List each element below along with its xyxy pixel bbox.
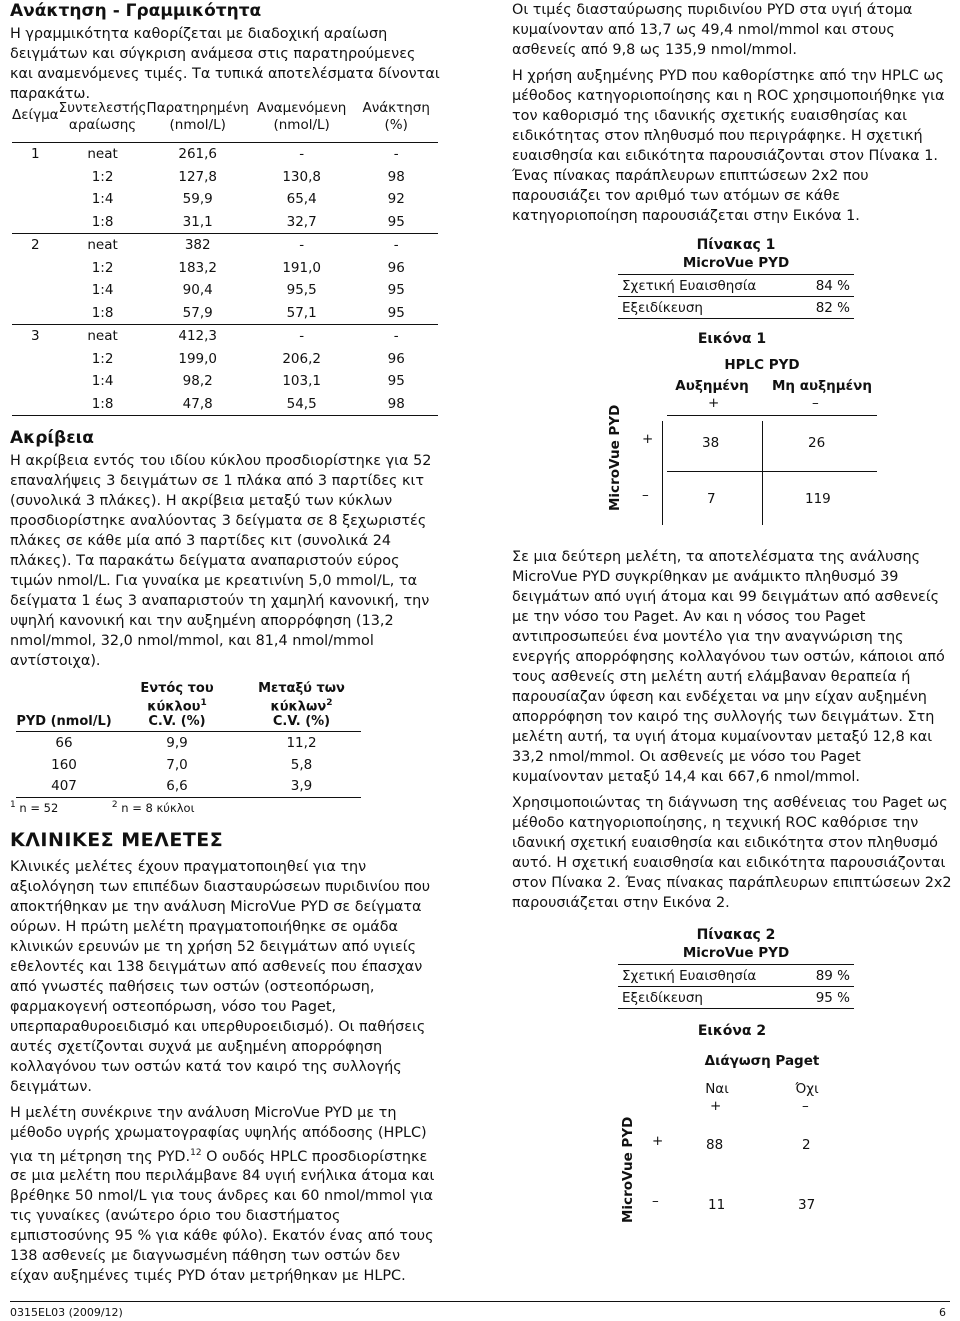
table-cell: - — [299, 146, 305, 163]
table-cell: 1:4 — [91, 282, 114, 299]
table-cell — [12, 370, 59, 393]
table-cell: 1:4 — [91, 191, 114, 208]
table-cell: neat — [87, 328, 118, 345]
table-cell: 54,5 — [286, 395, 317, 412]
table-cell: 3,9 — [290, 778, 313, 795]
figure-1-col1: Αυξημένη — [675, 378, 749, 394]
table-cell: 183,2 — [178, 259, 218, 276]
table-cell: neat — [87, 146, 118, 163]
table-cell: 31,1 — [182, 213, 213, 230]
table-cell: 1:2 — [91, 350, 114, 367]
table-2-grid — [618, 965, 854, 1009]
table-row — [12, 234, 438, 257]
table-cell: 7,0 — [166, 756, 188, 773]
figure-1-title: Εικόνα 1 — [697, 331, 767, 347]
table-cell: 95 — [387, 373, 405, 390]
table-cell: 98 — [387, 395, 405, 412]
table-cell: 95 — [387, 304, 405, 321]
table-row — [12, 393, 438, 416]
table-row — [12, 348, 438, 371]
right-column — [512, 0, 952, 1233]
table-row — [16, 775, 361, 797]
table-cell: 57,1 — [286, 304, 317, 321]
table-cell: 1:4 — [91, 373, 114, 390]
table-cell — [12, 279, 59, 302]
table-cell: 32,7 — [286, 213, 317, 230]
table-cell: 98 — [387, 168, 405, 185]
table-row — [12, 211, 438, 234]
table-2 — [618, 927, 854, 1009]
table-2-subtitle: MicroVue PYD — [618, 945, 854, 965]
table-cell — [12, 166, 59, 189]
table-row — [12, 188, 438, 211]
table-cell: 206,2 — [282, 350, 321, 367]
table-cell: 160 — [51, 756, 77, 773]
table-2-title: Πίνακας 2 — [696, 927, 776, 943]
table-cell: neat — [87, 237, 118, 254]
table-1-title: Πίνακας 1 — [696, 237, 776, 253]
table-cell: 96 — [387, 259, 405, 276]
prec-header-intra: Εντός του κύκλου$^1$ C.V. (%) — [140, 681, 214, 730]
figure-2-row-label: MicroVue PYD — [620, 1116, 636, 1223]
figure-1-row-label: MicroVue PYD — [607, 404, 623, 511]
figure-2-col2-minus: – — [802, 1098, 809, 1114]
table-cell: 59,9 — [182, 191, 213, 208]
table-cell: 98,2 — [182, 373, 213, 390]
document-code: 0315EL03 (2009/12) — [10, 1306, 123, 1319]
table-cell: 2 — [30, 237, 40, 254]
table-cell: 1:8 — [91, 395, 114, 412]
figure-1-cell-tp: 38 — [702, 435, 720, 451]
page-footer — [10, 1301, 950, 1319]
linearity-table-body — [12, 143, 438, 416]
figure-1-cell-fp: 26 — [808, 435, 826, 451]
table-cell: 3 — [30, 328, 40, 345]
right-text-2: Η χρήση αυξημένης PYD που καθορίστηκε από την HPLC ως μέθοδος κατηγοριοποίησης και η ROC χρησιμοποιήθηκε για τον καθορισμό της ιδανικής σχετικής ευαισθησίας και ειδικότητας στον πληθυσμό που περιγράφηκε. Η σχετική ευαισθησία και ειδικότητα παρουσιάζονται στον Πίνακα 1. Ένας πίνακας παράπλευρων επιπτώσεων 2x2 που παρουσιάζει τον αριθμό των ατόμων σε κάθε κατηγοριοποίηση παρουσιάζεται στην Εικόνα 1. — [512, 68, 945, 224]
table-row: Σχετική Ευαισθησία 84 % — [618, 275, 854, 297]
table-cell — [12, 393, 59, 416]
table-cell — [12, 257, 59, 280]
table-cell: - — [393, 146, 399, 163]
table-cell: 261,6 — [178, 146, 218, 163]
right-text-3: Σε μια δεύτερη μελέτη, τα αποτελέσματα της ανάλυσης MicroVue PYD συγκρίθηκαν με ανάμικτο πληθυσμό 39 δειγμάτων από υγιή άτομα και 99 δειγμάτων από ασθενείς με την νόσο του Paget. Αν και η νόσος του Paget αντιπροσωπεύει ένα μοντέλο για την αναγνώριση της ενεργής απορρόφησης κολλαγόνου των οστών, κάποιοι από τους ασθενείς στη μελέτη αυτή ελάμβαναν θεραπεία ή παρουσίαζαν ύφεση και ενδέχεται να μην είχαν αυξημένη απορρόφηση τον καιρό της συλλογής των δειγμάτων. Στη μελέτη αυτή, τα υγιή άτομα κυμαίνονταν μεταξύ 12,8 και 33,2 nmol/mmol. Οι ασθενείς με νόσο του Paget κυμαίνονταν μεταξύ 14,4 και 667,6 nmol/mmol. — [512, 549, 945, 785]
table-cell: 95 — [387, 213, 405, 230]
table-cell: 57,9 — [182, 304, 213, 321]
table-row: Εξειδίκευση 95 % — [618, 987, 854, 1009]
figure-1-vline-mid — [762, 421, 763, 525]
right-text-1: Οι τιμές διασταύρωσης πυριδινίου PYD στα υγιή άτομα κυμαίνονταν από 13,7 ως 49,4 nmol/mmol και στους ασθενείς από 9,8 ως 135,9 nmol/mmol. — [512, 2, 913, 58]
figure-1-row-plus: + — [642, 431, 654, 447]
clinical-text-2: Η μελέτη συνέκρινε την ανάλυση MicroVue PYD με τη μέθοδο υγρής χρωματογραφίας υψηλής απόδοσης (HPLC) για τη μέτρηση της PYD.$^{12}$ Ο ουδός HPLC προσδιορίστηκε σε μια μελέτη που περιλάμβανε 84 υγιή ενήλικα άτομα και βρέθηκε 50 nmol/L για τους άνδρες και 60 nmol/mmol για τις γυναίκες (ανώτερο όριο του διαστήματος εμπιστοσύνης 95 % για κάθε φύλο). Εκατόν ένας από τους 138 ασθενείς με διαγνωσμένη πάθηση των οστών δεν είχαν αυξημένες τιμές PYD όταν μετρήθηκαν με HLPC. — [10, 1104, 435, 1285]
figure-2-col1-plus: + — [710, 1098, 722, 1114]
figure-2-cell-fp: 2 — [802, 1137, 811, 1153]
figure-2-cell-tp: 88 — [706, 1137, 724, 1153]
table-1 — [618, 237, 854, 319]
table-cell: 90,4 — [182, 282, 213, 299]
table-cell: 95 — [387, 282, 405, 299]
table-cell: 47,8 — [182, 395, 213, 412]
table-cell: 96 — [387, 350, 405, 367]
footnote-2: $^2$ n = 8 κύκλοι — [111, 799, 195, 815]
figure-2-cell-fn: 11 — [708, 1197, 726, 1213]
table-cell: 191,0 — [282, 259, 321, 276]
table-cell — [12, 348, 59, 371]
table-cell: - — [299, 237, 305, 254]
figure-2-col-header: Διάγωση Paget — [704, 1053, 820, 1069]
table-cell: 1:2 — [91, 168, 114, 185]
table-cell: 1 — [30, 146, 40, 163]
figure-2-col2: Όχι — [795, 1081, 819, 1097]
figure-1-cell-tn: 119 — [805, 491, 831, 507]
table-cell: 130,8 — [282, 168, 321, 185]
precision-table — [16, 681, 361, 798]
figure-1-col2: Μη αυξημένη — [772, 378, 872, 394]
table-cell — [12, 302, 59, 325]
table-cell: 127,8 — [178, 168, 218, 185]
table-row — [12, 279, 438, 302]
figure-1-col2-minus: – — [812, 395, 819, 411]
lin-header-dilution: Συντελεστής αραίωσης — [58, 100, 147, 133]
right-text-4: Χρησιμοποιώντας τη διάγνωση της ασθένειας του Paget ως μέθοδο κατηγοριοποίησης, η τεχνική ROC καθόρισε την ιδανική σχετική ευαισθησία και ειδικότητα στον πληθυσμό αυτό. Η σχετική ευαισθησία και ειδικότητα παρουσιάζονται στον Πίνακα 2. Ένας πίνακας παράπλευρων επιπτώσεων 2x2 παρουσιάζεται στην Εικόνα 2. — [512, 795, 952, 911]
table-cell: - — [393, 237, 399, 254]
table-cell: 11,2 — [286, 735, 317, 752]
precision-footnotes — [10, 800, 440, 815]
figure-1-vline — [662, 421, 663, 525]
table-cell: 9,9 — [166, 735, 188, 752]
precision-table-body — [16, 732, 361, 798]
prec-header-inter: Μεταξύ των κύκλων$^2$ C.V. (%) — [258, 681, 345, 730]
table-cell: 5,8 — [290, 756, 313, 773]
table-row — [12, 166, 438, 189]
table-row — [16, 732, 361, 754]
table-row: Εξειδίκευση 82 % — [618, 297, 854, 319]
page-number: 6 — [939, 1306, 946, 1319]
linearity-heading: Ανάκτηση - Γραμμικότητα — [10, 1, 262, 21]
precision-heading: Ακρίβεια — [10, 428, 94, 448]
table-row — [12, 143, 438, 166]
table-1-grid — [618, 275, 854, 319]
table-cell: 412,3 — [178, 328, 218, 345]
table-cell — [12, 188, 59, 211]
table-row — [12, 370, 438, 393]
table-cell: 6,6 — [166, 778, 188, 795]
lin-header-observed: Παρατηρημένη (nmol/L) — [146, 100, 249, 133]
figure-2-col1: Ναι — [705, 1081, 729, 1097]
figure-2-row-minus: – — [652, 1193, 659, 1209]
table-cell: - — [299, 328, 305, 345]
figure-2-title: Εικόνα 2 — [697, 1023, 767, 1039]
left-column — [10, 0, 440, 1286]
table-cell: 1:2 — [91, 259, 114, 276]
table-row — [12, 325, 438, 348]
table-row — [16, 754, 361, 776]
table-cell: 65,4 — [286, 191, 317, 208]
table-cell — [12, 211, 59, 234]
table-cell: 199,0 — [178, 350, 218, 367]
figure-1-hline-mid — [667, 471, 877, 472]
table-cell: 92 — [387, 191, 405, 208]
figure-1-col1-plus: + — [708, 395, 720, 411]
lin-header-expected: Αναμενόμενη (nmol/L) — [256, 100, 347, 133]
figure-2-cell-tn: 37 — [798, 1197, 816, 1213]
footnote-1: $^1$ n = 52 — [10, 799, 59, 815]
table-cell: 66 — [55, 735, 73, 752]
table-cell: 1:8 — [91, 213, 114, 230]
figure-1 — [512, 331, 952, 531]
clinical-text-1: Κλινικές μελέτες έχουν πραγματοποιηθεί για την αξιολόγηση των επιπέδων διασταυρώσεων πυριδινίου που αποκτήθηκαν με την ανάλυση MicroVue PYD σε δείγματα ούρων. Η πρώτη μελέτη πραγματοποιήθηκε σε ομάδα κλινικών ερευνών με τη χρήση 52 δειγμάτων από υγιείς εθελοντές και 138 δειγμάτων από ασθενείς που έπασχαν από γνωστές παθήσεις των οστών (οστεοπόρωση, φαρμακογενή οστεοπόρωση, νόσο του Paget, υπερπαραθυροειδισμό και υπερθυροειδισμό). Οι παθήσεις αυτές σχετίζονται συχνά με αυξημένη απορρόφηση κολλαγόνου των οστών κατά τον καιρό της συλλογής δειγμάτων. — [10, 858, 431, 1095]
table-cell: 1:8 — [91, 304, 114, 321]
figure-1-col-header: HPLC PYD — [724, 357, 800, 373]
figure-1-row-minus: – — [642, 487, 649, 503]
table-cell: - — [393, 328, 399, 345]
linearity-table — [12, 100, 438, 416]
table-row: Σχετική Ευαισθησία 89 % — [618, 965, 854, 987]
table-1-subtitle: MicroVue PYD — [618, 255, 854, 275]
figure-2 — [512, 1023, 952, 1233]
table-cell: 103,1 — [282, 373, 321, 390]
precision-text: Η ακρίβεια εντός του ιδίου κύκλου προσδιορίστηκε για 52 επαναλήψεις 3 δειγμάτων σε 1 πλάκα από 3 παρτίδες κιτ (συνολικά 3 πλάκες). Η ακρίβεια μεταξύ των κύκλων προσδιορίστηκε αναλύοντας 3 δείγματα σε 8 ξεχωριστές πλάκες σε κάθε μία από 3 παρτίδες κιτ (συνολικά 24 πλάκες). Τα παρακάτω δείγματα αναπαριστούν εύρος τιμών nmol/L. Για γυναίκα με κρεατινίνη 5,0 mmol/L, τα δείγματα 1 έως 3 αναπαριστούν τη χαμηλή κανονική, την υψηλή κανονική και την αυξημένη απορρόφηση (13,2 nmol/mmol, 32,0 nmol/mmol, και 81,4 nmol/mmol αντίστοιχα). — [10, 453, 432, 669]
table-cell: 382 — [184, 237, 211, 254]
prec-header-pyd: PYD (nmol/L) — [16, 714, 112, 730]
clinical-heading: ΚΛΙΝΙΚΕΣ ΜΕΛΕΤΕΣ — [10, 828, 224, 851]
figure-1-hline — [667, 415, 877, 416]
figure-2-row-plus: + — [652, 1133, 664, 1149]
lin-header-sample: Δείγμα — [12, 107, 59, 123]
table-cell: 407 — [51, 778, 77, 795]
figure-1-cell-fn: 7 — [707, 491, 716, 507]
table-cell: 95,5 — [286, 282, 317, 299]
linearity-text: Η γραμμικότητα καθορίζεται με διαδοχική αραίωση δειγμάτων και σύγκριση ανάμεσα στις παρατηρούμενες και αναμενόμενες τιμές. Τα τυπικά αποτελέσματα δίνονται παρακάτω. — [10, 26, 440, 102]
lin-header-recovery: Ανάκτηση (%) — [362, 100, 430, 133]
table-row — [12, 257, 438, 280]
table-row — [12, 302, 438, 325]
